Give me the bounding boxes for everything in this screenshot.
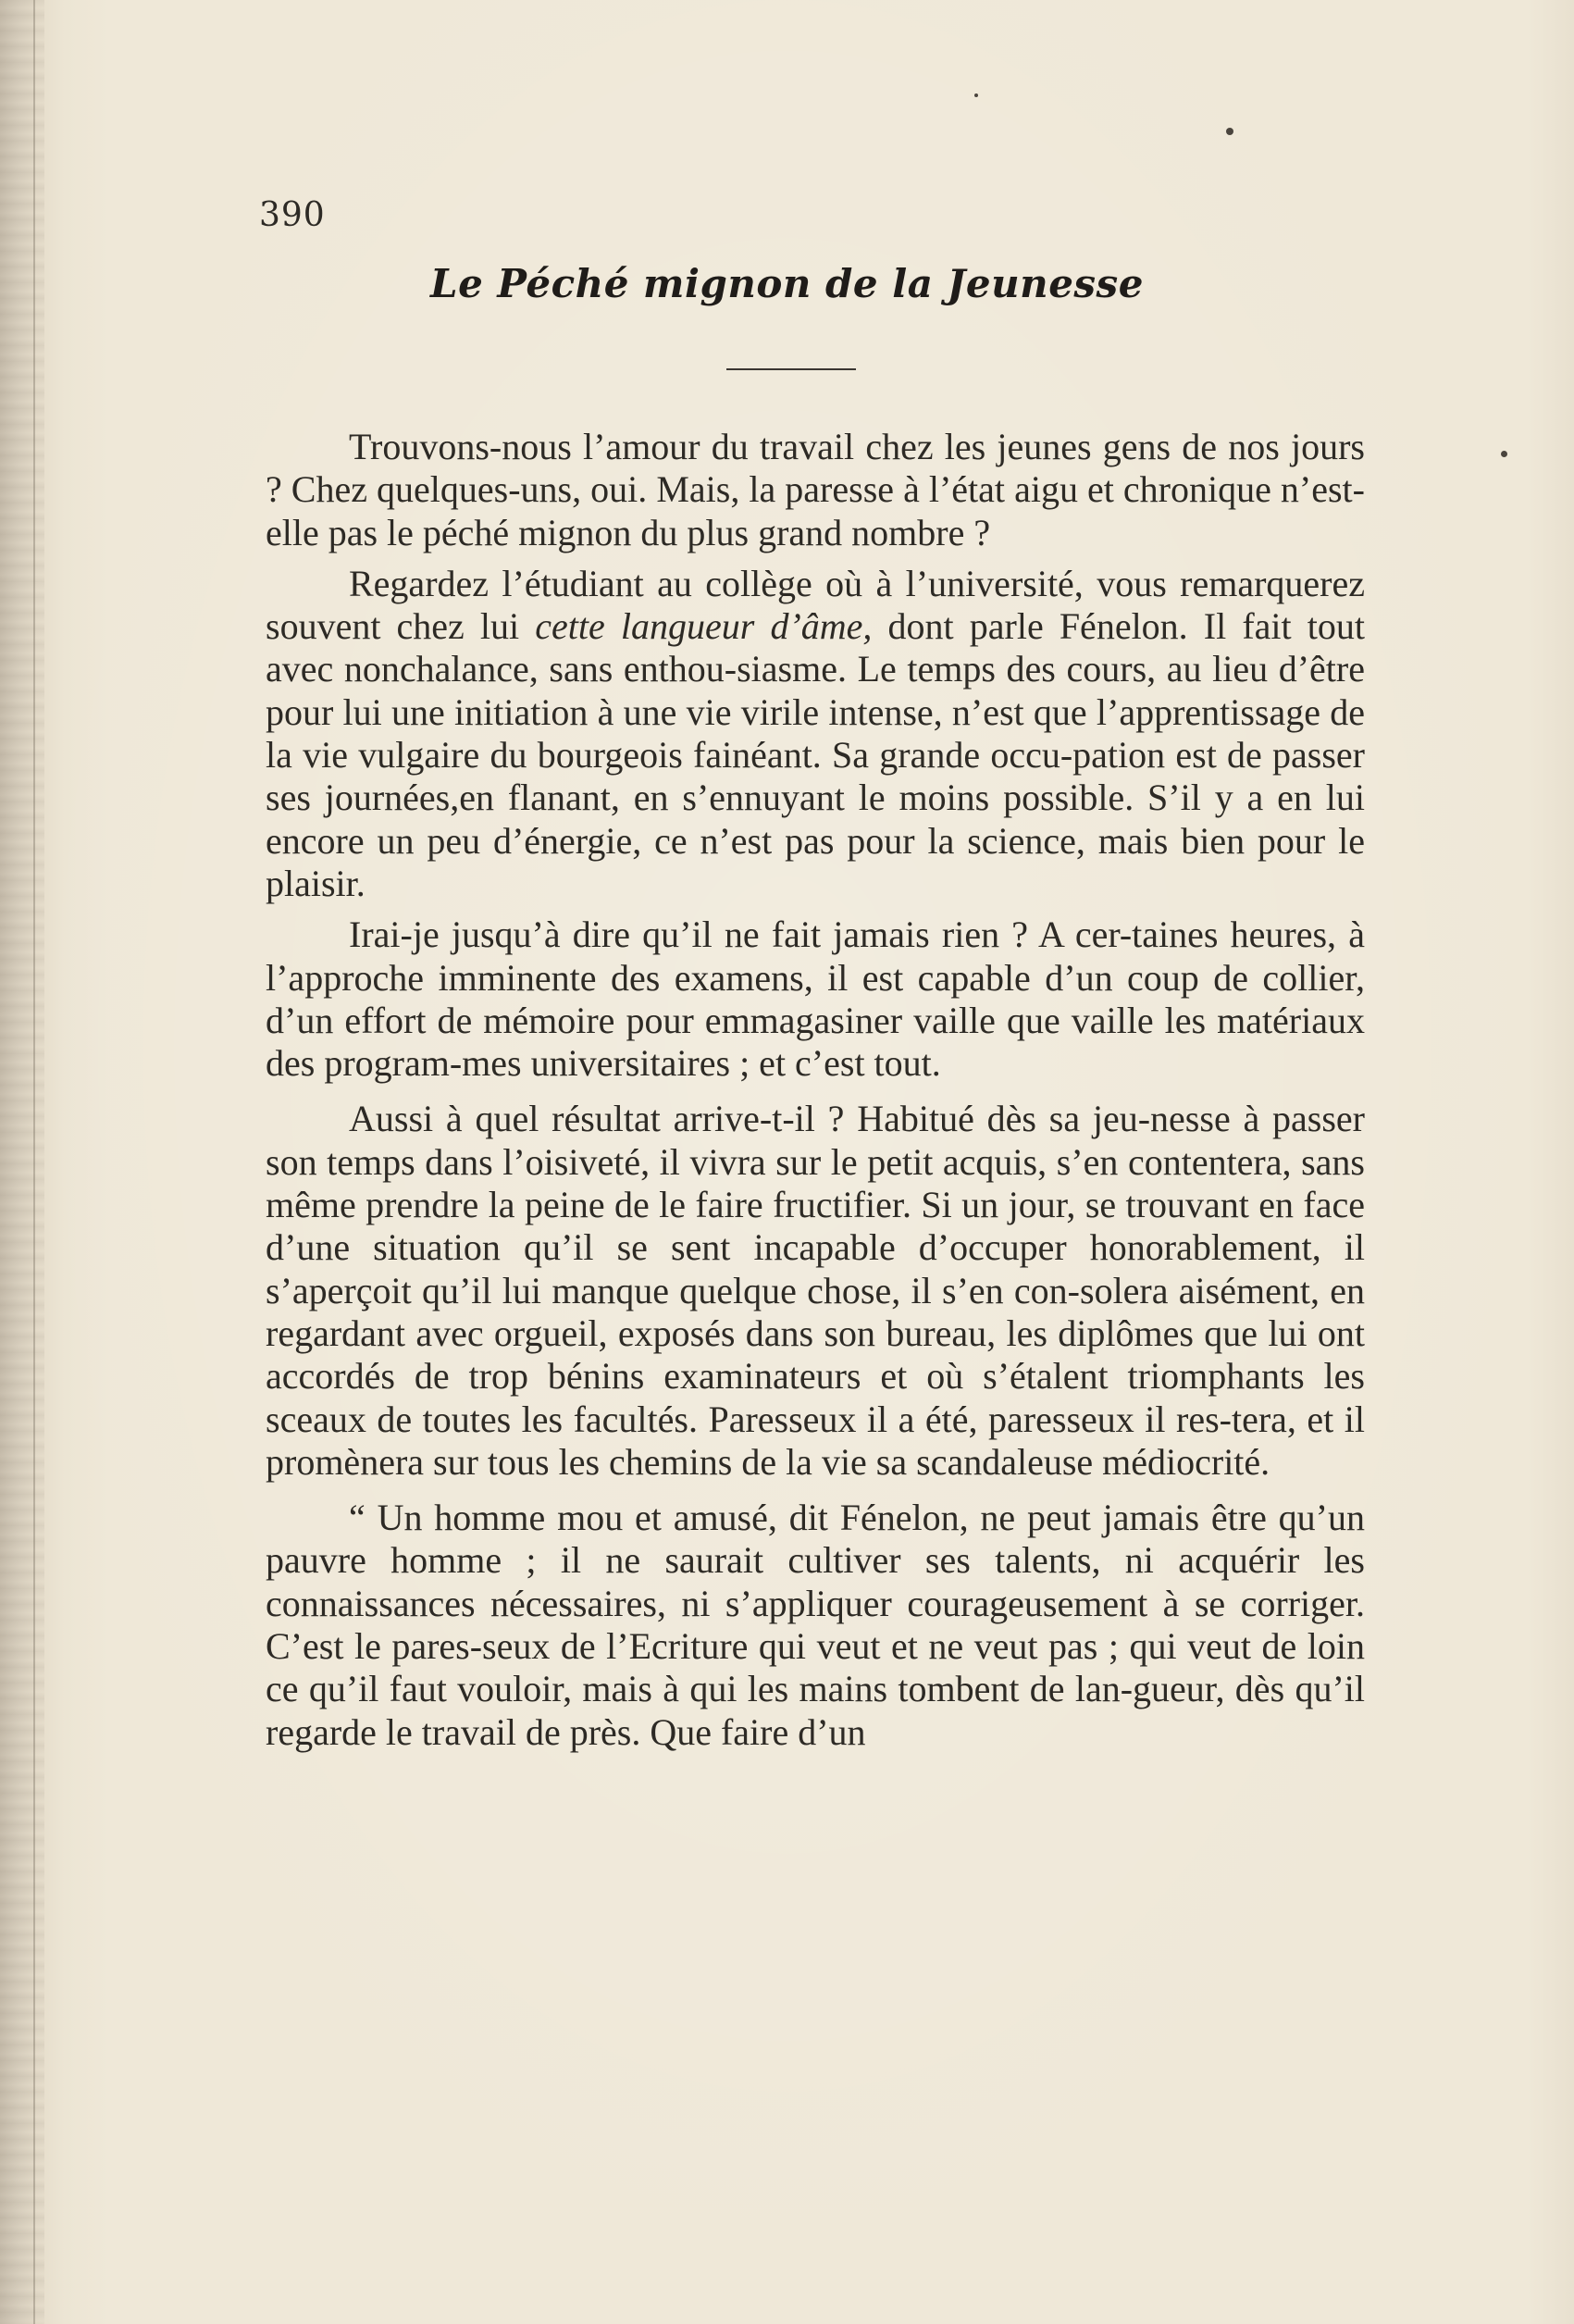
paragraph-text: Aussi à quel résultat arrive-t-il ? Habitué dès sa jeu-nesse à passer son temps dans l’oisiveté, il vivra sur le petit acquis, s’en contentera, sans même prendre la peine de le faire fructifier. Si un jour, se trouvant en face d’une situation qu’il se sent incapable d’occuper honorablement, il s’aperçoit qu’il lui manque quelque chose, il s’en con-solera aisément, en regardant avec orgueil, exposés dans son bureau, les diplômes que lui ont accordés de trop bénins examinateurs et où s’étalent triomphants les sceaux de toutes les facultés. Paresseux il a été, paresseux il res-tera, et il promènera sur tous les chemins de la vie sa scandaleuse médiocrité. xyxy=(266,1098,1365,1483)
binding-shadow xyxy=(0,0,44,2324)
binding-edge xyxy=(33,0,35,2324)
paragraph-text: “ Un homme mou et amusé, dit Fénelon, ne peut jamais être qu’un pauvre homme ; il ne saurait cultiver ses talents, ni acquérir les connaissances nécessaires, ni s’appliquer courageusement à se corriger. C’est le pares-seux de l’Ecriture qui veut et ne veut pas ; qui veut de loin ce qu’il faut vouloir, mais à qui les mains tombent de lan-gueur, dès qu’il regarde le travail de près. Que faire d’un xyxy=(266,1497,1365,1753)
paragraph-text: Irai-je jusqu’à dire qu’il ne fait jamais rien ? A cer-taines heures, à l’approche imminente des examens, il est capable d’un coup de collier, d’un effort de mémoire pour emmagasiner vaille que vaille les matériaux des program-mes universitaires ; et c’est tout. xyxy=(266,913,1365,1085)
ink-speck xyxy=(1501,451,1507,457)
paragraph-5 xyxy=(266,1497,1365,1754)
page-number: 390 xyxy=(259,196,326,234)
ink-speck xyxy=(974,93,978,97)
paragraph-text: Trouvons-nous l’amour du travail chez les jeunes gens de nos jours ? Chez quelques-uns, oui. Mais, la paresse à l’état aigu et chronique n’est-elle pas le péché mignon du plus grand nombre ? xyxy=(266,426,1365,553)
body-text xyxy=(266,426,1365,1754)
paragraph-1 xyxy=(266,426,1365,554)
paragraph-4 xyxy=(266,1098,1365,1484)
paragraph-3 xyxy=(266,913,1365,1085)
running-title: Le Péché mignon de la Jeunesse xyxy=(430,261,1144,306)
ink-speck xyxy=(1226,128,1233,135)
quoted-phrase: cette langueur d’âme, xyxy=(535,605,873,648)
paragraph-text: dont parle Fénelon. Il fait tout avec nonchalance, sans enthou-siasme. Le temps des cours, au lieu d’être pour lui une initiation à une vie virile intense, n’est que l’apprentissage de la vie vulgaire du bourgeois fainéant. Sa grande occu-pation est de passer ses journées,en flanant, en s’ennuyant le moins possible. S’il y a en lui encore un peu d’énergie, ce n’est pas pour la science, mais bien pour le plaisir. xyxy=(266,605,1365,904)
title-rule xyxy=(726,368,856,370)
paragraph-2 xyxy=(266,563,1365,905)
paragraph-text: Regardez l’étudiant au collège où à l’université, vous remarquerez souvent chez lui xyxy=(266,562,1365,648)
